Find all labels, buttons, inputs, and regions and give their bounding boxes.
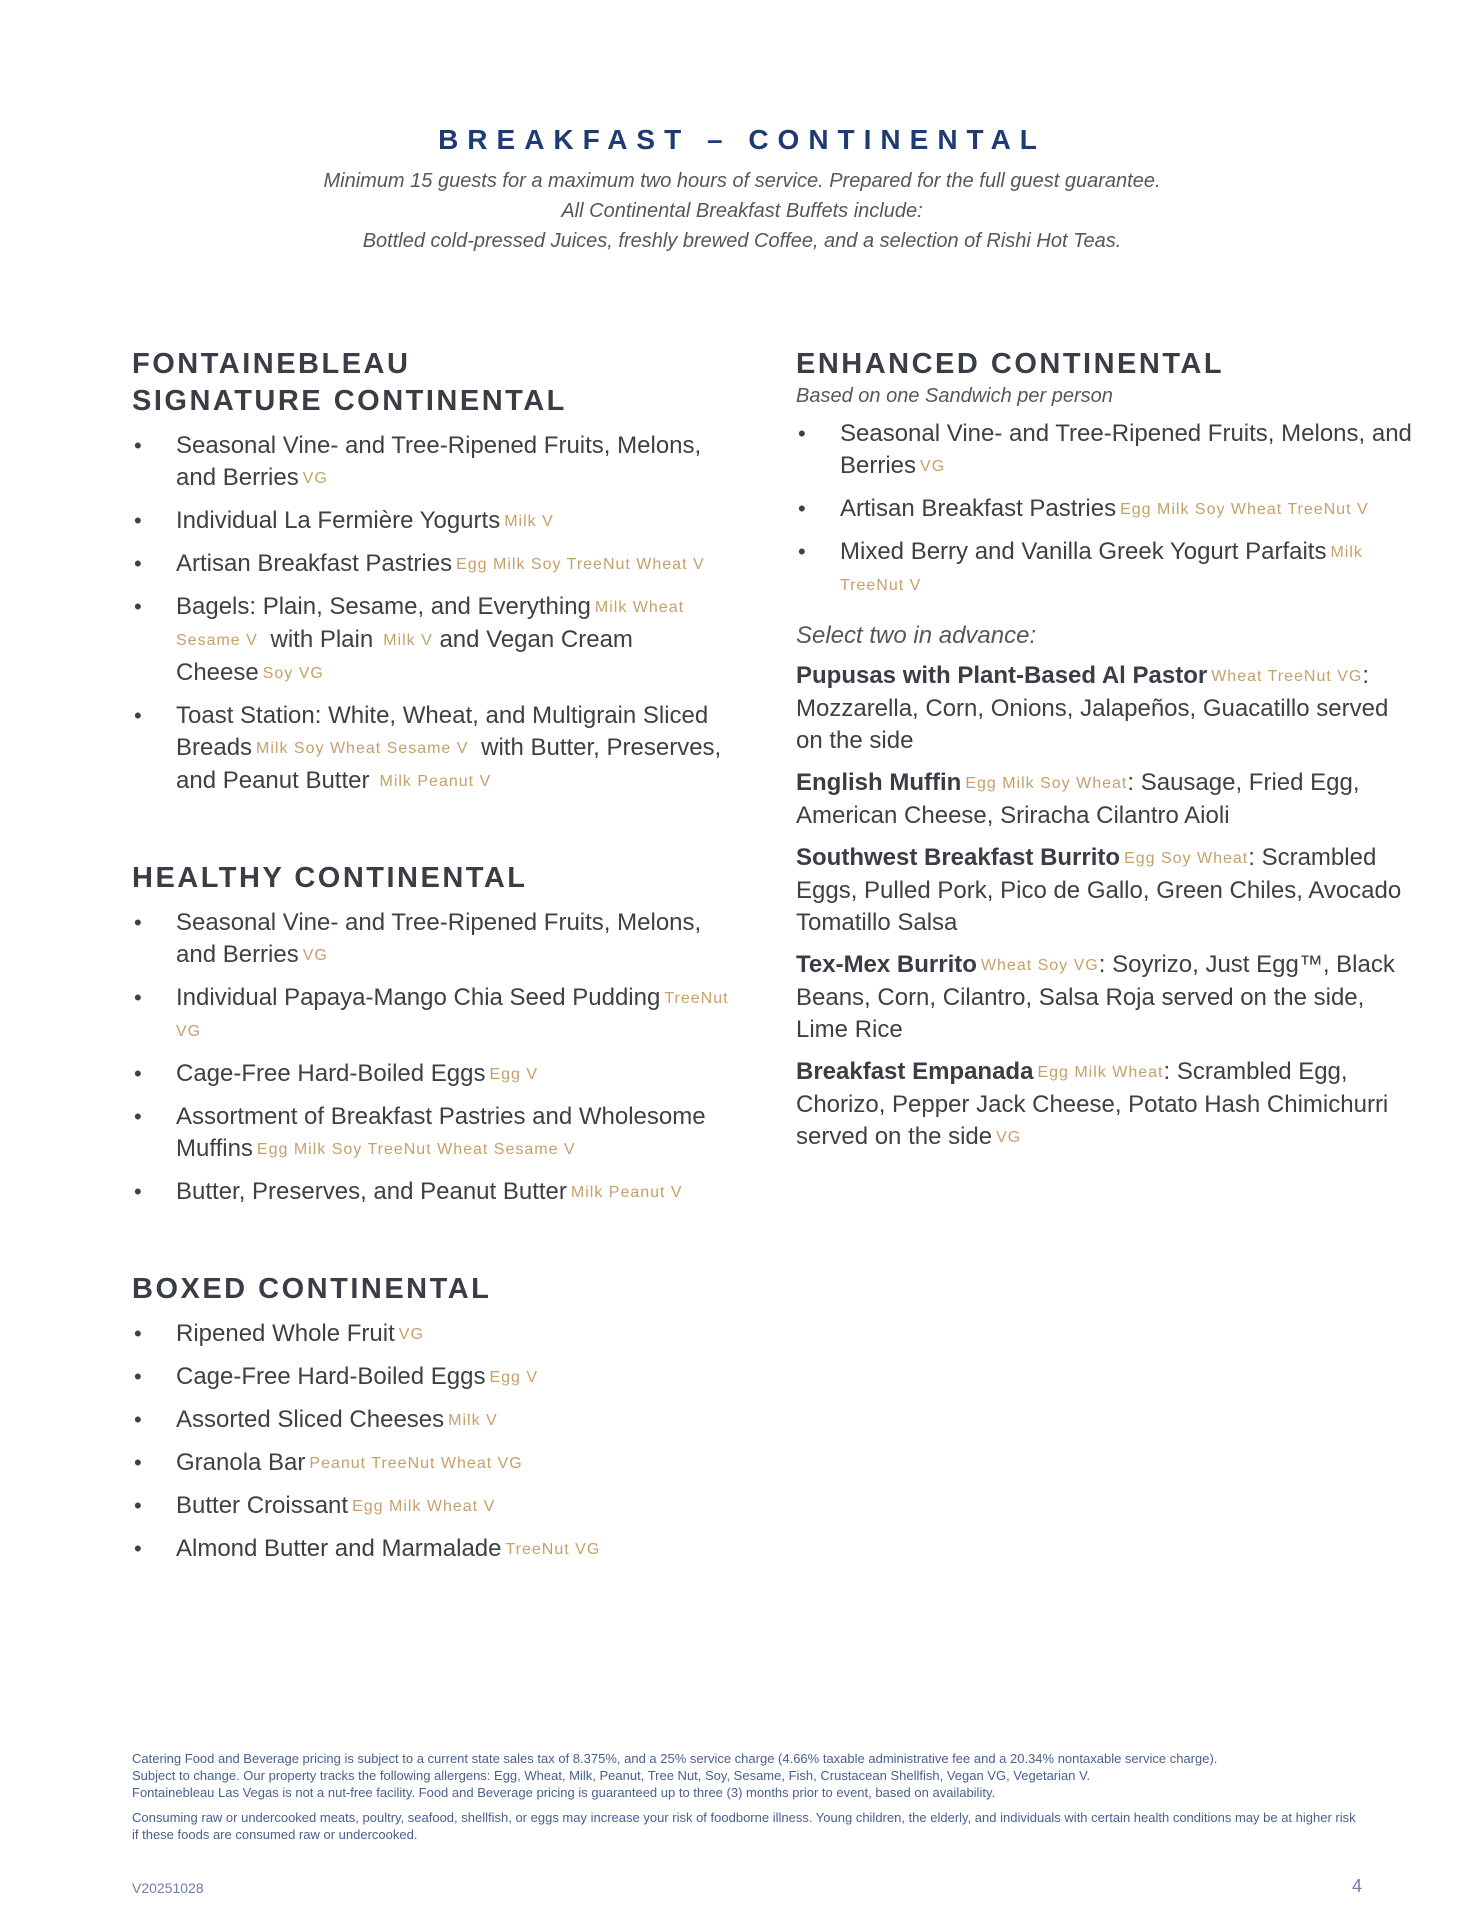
list-item: • Assorted Sliced Cheeses Milk V — [132, 1404, 742, 1437]
list-item: • Butter Croissant Egg Milk Wheat V — [132, 1490, 742, 1523]
page-number: 4 — [1352, 1876, 1363, 1896]
enhanced-list — [796, 418, 1416, 602]
list-item: • Mixed Berry and Vanilla Greek Yogurt Parfaits Milk TreeNut V — [796, 536, 1416, 602]
list-item: • Seasonal Vine- and Tree-Ripened Fruits, Melons, and Berries VG — [796, 418, 1416, 483]
allergen-tags: Egg Milk Soy Wheat TreeNut V — [1120, 501, 1369, 518]
allergen-note: Subject to change. Our property tracks the following allergens: Egg, Wheat, Milk, Peanut, Tree Nut, Soy, Sesame, Fish, Crustacean Shellfish, Vegan VG, Vegetarian V. — [132, 1768, 1091, 1783]
right-column — [796, 346, 1416, 1164]
option-item: Tex-Mex Burrito Wheat Soy VG: Soyrizo, Just Egg™, Black Beans, Corn, Cilantro, Salsa Roja served on the side, Lime Rice — [796, 951, 1395, 1043]
allergen-tags: Egg Soy Wheat — [1124, 850, 1249, 867]
allergen-tags: Milk Wheat Sesame V — [176, 599, 685, 649]
allergen-tags: Peanut TreeNut Wheat VG — [309, 1455, 523, 1472]
allergen-tags: TreeNut VG — [176, 990, 729, 1040]
allergen-tags: Wheat TreeNut VG — [1211, 668, 1363, 685]
page-header — [0, 124, 1484, 256]
allergen-tags: Egg Milk Soy Wheat — [965, 775, 1128, 792]
allergen-tags: VG — [996, 1129, 1022, 1146]
allergen-tags: Egg Milk Soy TreeNut Wheat V — [456, 556, 705, 573]
list-item: • Butter, Preserves, and Peanut Butter Milk Peanut V — [132, 1176, 742, 1209]
allergen-tags: VG — [920, 458, 946, 475]
allergen-tags: Egg Milk Soy TreeNut Wheat Sesame V — [256, 1141, 576, 1158]
allergen-tags: VG — [302, 470, 328, 487]
signature-list — [132, 430, 742, 798]
allergen-tags: VG — [398, 1326, 424, 1343]
signature-title: FONTAINEBLEAU SIGNATURE CONTINENTAL — [132, 348, 567, 417]
list-item: • Cage-Free Hard-Boiled Eggs Egg V — [132, 1058, 742, 1091]
allergen-tags: TreeNut VG — [505, 1541, 601, 1558]
healthy-list — [132, 907, 742, 1209]
option-item: English Muffin Egg Milk Soy Wheat: Sausage, Fried Egg, American Cheese, Sriracha Cilantro Aioli — [796, 769, 1360, 829]
select-label: Select two in advance: — [796, 622, 1037, 649]
allergen-tags: Egg Milk Wheat — [1037, 1064, 1164, 1081]
enhanced-title: ENHANCED CONTINENTAL — [796, 348, 1225, 380]
allergen-tags: Milk V — [504, 513, 554, 530]
list-item: • Almond Butter and Marmalade TreeNut VG — [132, 1533, 742, 1566]
enhanced-section — [796, 346, 1416, 1154]
signature-section — [132, 346, 742, 798]
allergen-tags: Milk Soy Wheat Sesame V — [256, 740, 469, 757]
healthy-section — [132, 860, 742, 1209]
boxed-list — [132, 1318, 742, 1566]
health-warning: Consuming raw or undercooked meats, poultry, seafood, shellfish, or eggs may increase your risk of foodborne illness. Young children, the elderly, and individuals with certain health conditions may be at higher risk if these foods are consumed raw or undercooked. — [132, 1810, 1356, 1842]
list-item: • Individual Papaya-Mango Chia Seed Pudding TreeNut VG — [132, 982, 742, 1048]
option-item: Pupusas with Plant-Based Al Pastor Wheat TreeNut VG: Mozzarella, Corn, Onions, Jalapeños, Guacatillo served on the side — [796, 662, 1389, 754]
list-item: • Seasonal Vine- and Tree-Ripened Fruits, Melons, and Berries VG — [132, 907, 742, 972]
list-item: • Artisan Breakfast Pastries Egg Milk Soy Wheat TreeNut V — [796, 493, 1416, 526]
nut-note: Fontainebleau Las Vegas is not a nut-free facility. Food and Beverage pricing is guaranteed up to three (3) months prior to event, based on availability. — [132, 1785, 996, 1800]
version-code: V20251028 — [132, 1880, 204, 1896]
option-item: Breakfast Empanada Egg Milk Wheat: Scrambled Egg, Chorizo, Pepper Jack Cheese, Potato Hash Chimichurri served on the side VG — [796, 1058, 1389, 1150]
list-item: • Cage-Free Hard-Boiled Eggs Egg V — [132, 1361, 742, 1394]
list-item: • Ripened Whole Fruit VG — [132, 1318, 742, 1351]
list-item: • Artisan Breakfast Pastries Egg Milk Soy TreeNut Wheat V — [132, 548, 742, 581]
boxed-section — [132, 1271, 742, 1566]
allergen-tags: Milk Peanut V — [379, 773, 492, 790]
header-beverages: Bottled cold-pressed Juices, freshly brewed Coffee, and a selection of Rishi Hot Teas. — [362, 230, 1122, 252]
tax-note: Catering Food and Beverage pricing is subject to a current state sales tax of 8.375%, and a 25% service charge (4.66% taxable administrative fee and a 20.34% nontaxable service charge). — [132, 1751, 1218, 1766]
left-column — [132, 346, 742, 1576]
header-note: Minimum 15 guests for a maximum two hours of service. Prepared for the full guest guarantee. — [323, 170, 1161, 192]
footer-disclaimer — [132, 1750, 1362, 1851]
healthy-title: HEALTHY CONTINENTAL — [132, 862, 528, 894]
list-item: • Bagels: Plain, Sesame, and Everything Milk Wheat Sesame V with Plain Milk V and Vegan Cream Cheese Soy VG — [132, 591, 742, 690]
allergen-tags: Egg V — [489, 1066, 539, 1083]
list-item: • Granola Bar Peanut TreeNut Wheat VG — [132, 1447, 742, 1480]
header-includes: All Continental Breakfast Buffets include: — [561, 200, 923, 222]
allergen-tags: Egg Milk Wheat V — [352, 1498, 496, 1515]
allergen-tags: VG — [302, 947, 328, 964]
allergen-tags: Milk V — [383, 632, 433, 649]
allergen-tags: Wheat Soy VG — [980, 957, 1099, 974]
allergen-tags: Soy VG — [262, 665, 324, 682]
list-item: • Toast Station: White, Wheat, and Multigrain Sliced Breads Milk Soy Wheat Sesame V with Butter, Preserves, and Peanut Butter Milk Peanut V — [132, 700, 742, 798]
allergen-tags: Milk Peanut V — [570, 1184, 683, 1201]
allergen-tags: Egg V — [489, 1369, 539, 1386]
allergen-tags: Milk V — [448, 1412, 498, 1429]
enhanced-subtitle: Based on one Sandwich per person — [796, 385, 1113, 407]
list-item: • Individual La Fermière Yogurts Milk V — [132, 505, 742, 538]
allergen-tags: Milk TreeNut V — [840, 544, 1363, 594]
boxed-title: BOXED CONTINENTAL — [132, 1273, 492, 1305]
option-item: Southwest Breakfast Burrito Egg Soy Wheat: Scrambled Eggs, Pulled Pork, Pico de Gallo, Green Chiles, Avocado Tomatillo Salsa — [796, 844, 1402, 936]
list-item: • Seasonal Vine- and Tree-Ripened Fruits, Melons, and Berries VG — [132, 430, 742, 495]
page-title: BREAKFAST – CONTINENTAL — [438, 124, 1046, 155]
list-item: • Assortment of Breakfast Pastries and Wholesome Muffins Egg Milk Soy TreeNut Wheat Sesame V — [132, 1101, 742, 1166]
